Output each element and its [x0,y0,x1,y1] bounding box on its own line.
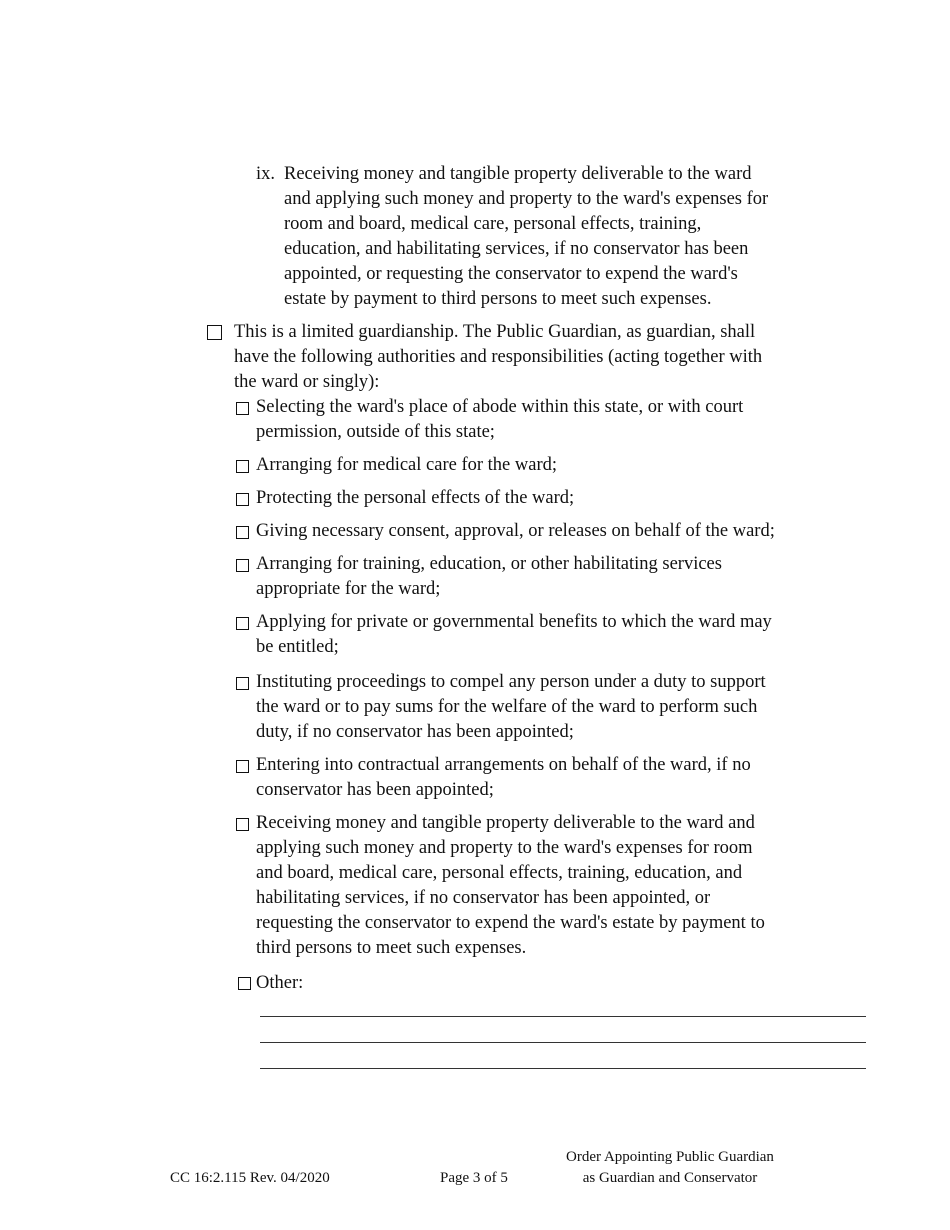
text-line: estate by payment to third persons to meet such expenses. [284,289,712,309]
option-checkbox[interactable] [236,493,249,506]
other-line-2[interactable] [260,1042,866,1043]
option-abode [256,395,816,445]
option-consent [256,519,816,544]
limited-guardianship-text [234,320,814,395]
option-proceedings [256,670,816,745]
other-line-3[interactable] [260,1068,866,1069]
text-line: applying such money and property to the ward's expenses for room [256,838,753,858]
form-title [545,1147,795,1189]
option-personal-effects [256,486,816,511]
text-line: room and board, medical care, personal effects, training, [284,214,702,234]
option-contracts [256,753,816,803]
item-ix-numeral: ix. [256,164,276,184]
text-line: have the following authorities and responsibilities (acting together with [234,347,763,367]
text-line: Receiving money and tangible property deliverable to the ward [284,164,752,184]
item-ix-text [284,162,814,312]
text-line: appropriate for the ward; [256,579,441,599]
text-line: appointed, or requesting the conservator to expend the ward's [284,264,738,284]
option-checkbox[interactable] [236,402,249,415]
text-line: Arranging for training, education, or other habilitating services [256,554,722,574]
text-line: and board, medical care, personal effects, training, education, and [256,863,743,883]
text-line: third persons to meet such expenses. [256,938,527,958]
text-line: Giving necessary consent, approval, or releases on behalf of the ward; [256,521,775,541]
text-line: the ward or singly): [234,372,380,392]
text-line: This is a limited guardianship. The Public Guardian, as guardian, shall [234,322,756,342]
option-checkbox[interactable] [236,460,249,473]
text-line: duty, if no conservator has been appointed; [256,722,574,742]
option-money-property [256,811,816,961]
page-number: Page 3 of 5 [440,1170,508,1186]
option-training [256,552,816,602]
text-line: permission, outside of this state; [256,422,495,442]
text-line: conservator has been appointed; [256,780,494,800]
option-checkbox[interactable] [236,526,249,539]
text-line: and applying such money and property to the ward's expenses for [284,189,769,209]
other-label: Other: [256,973,304,993]
text-line: Instituting proceedings to compel any person under a duty to support [256,672,766,692]
form-title-line-2: as Guardian and Conservator [582,1170,758,1186]
text-line: Arranging for medical care for the ward; [256,455,557,475]
option-medical-care [256,453,816,478]
text-line: Entering into contractual arrangements on behalf of the ward, if no [256,755,751,775]
other-checkbox[interactable] [238,977,251,990]
text-line: the ward or to pay sums for the welfare of the ward to perform such [256,697,758,717]
option-checkbox[interactable] [236,559,249,572]
text-line: requesting the conservator to expend the ward's estate by payment to [256,913,765,933]
option-benefits [256,610,816,660]
text-line: education, and habilitating services, if no conservator has been [284,239,749,259]
option-checkbox[interactable] [236,818,249,831]
text-line: Applying for private or governmental benefits to which the ward may [256,612,772,632]
text-line: habilitating services, if no conservator has been appointed, or [256,888,711,908]
text-line: Protecting the personal effects of the ward; [256,488,575,508]
option-checkbox[interactable] [236,617,249,630]
option-checkbox[interactable] [236,677,249,690]
text-line: Receiving money and tangible property deliverable to the ward and [256,813,755,833]
form-code: CC 16:2.115 Rev. 04/2020 [170,1170,330,1186]
option-checkbox[interactable] [236,760,249,773]
text-line: Selecting the ward's place of abode within this state, or with court [256,397,744,417]
text-line: be entitled; [256,637,339,657]
form-title-line-1: Order Appointing Public Guardian [566,1149,774,1165]
limited-guardianship-checkbox[interactable] [207,325,222,340]
other-line-1[interactable] [260,1016,866,1017]
